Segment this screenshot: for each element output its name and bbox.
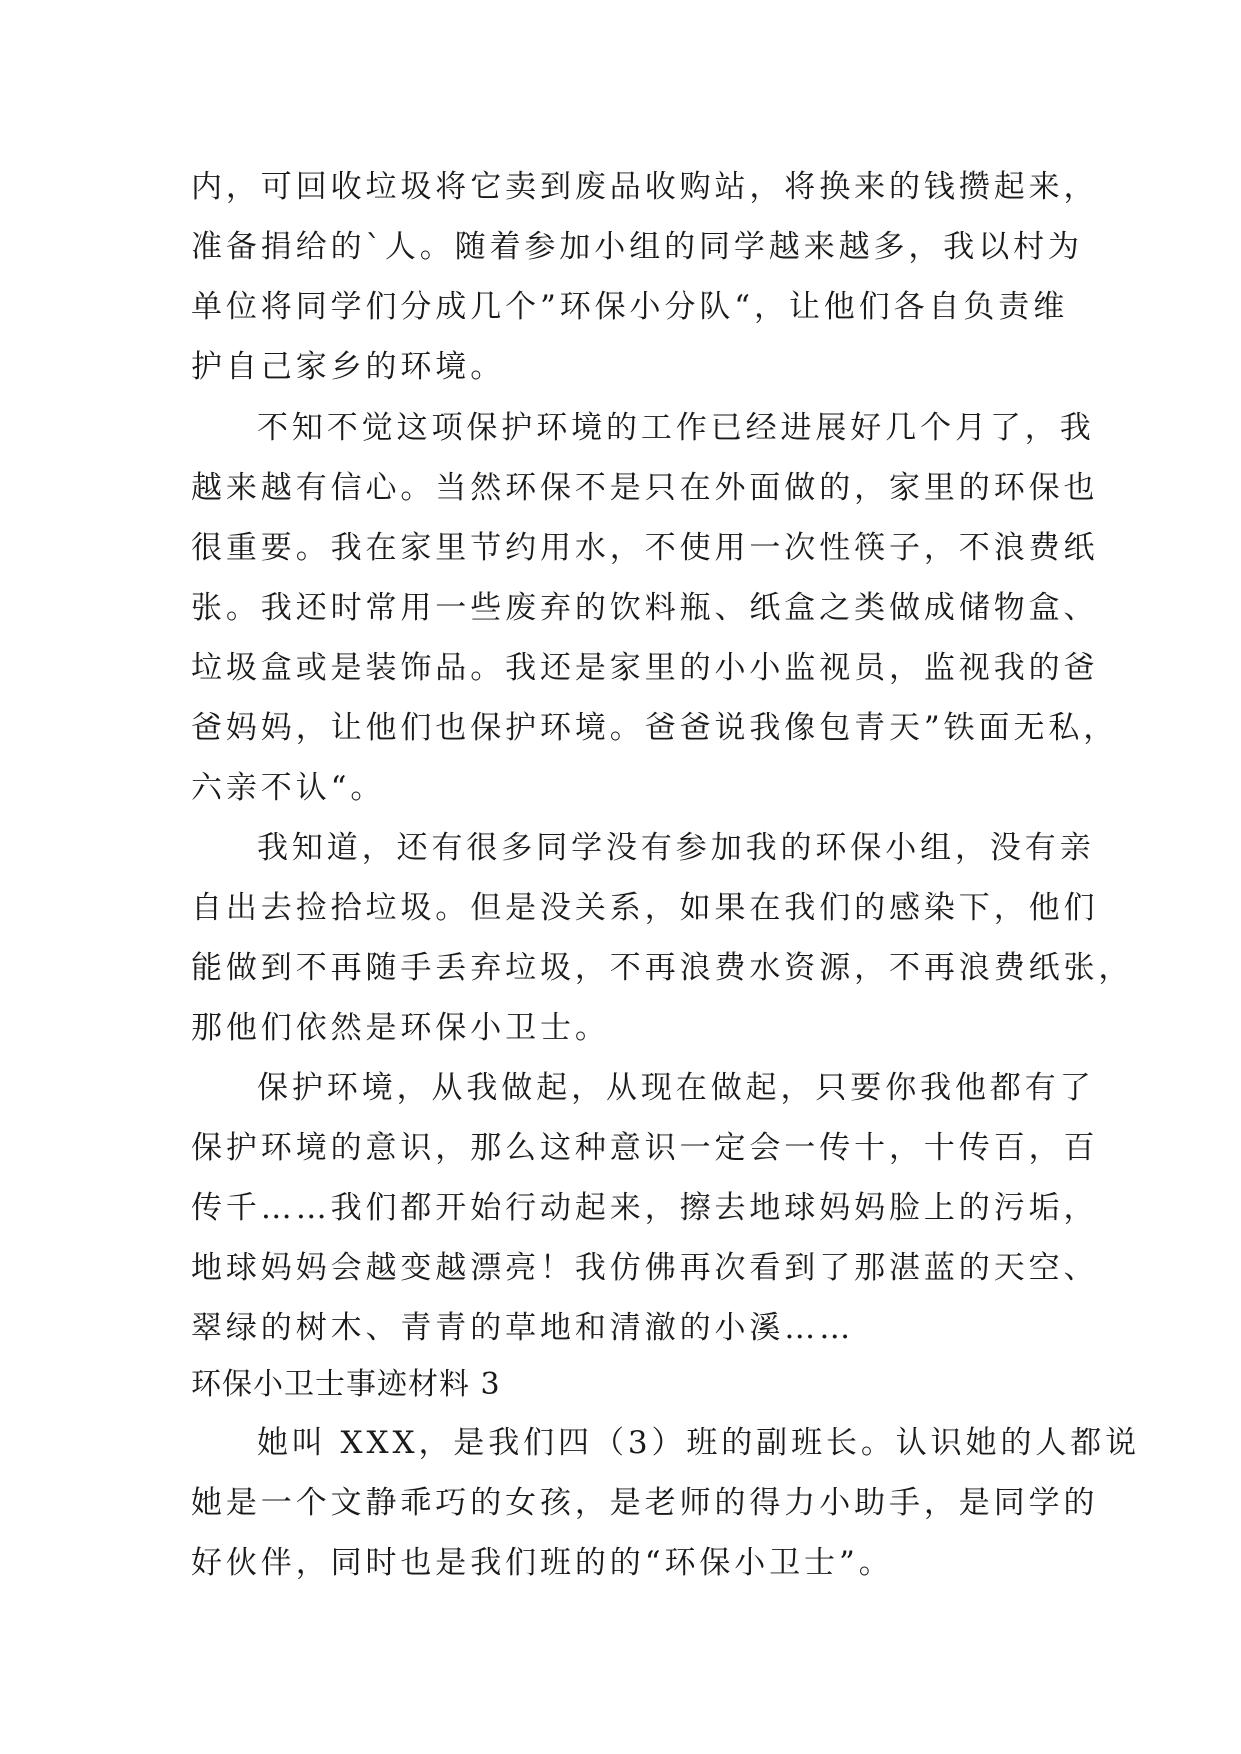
text-line: 垃圾盒或是装饰品。我还是家里的小小监视员，监视我的爸	[191, 650, 1099, 686]
section-heading: 环保小卫士事迹材料 3	[191, 1367, 501, 1402]
text-line: 单位将同学们分成几个”环保小分队“，让他们各自负责维	[191, 289, 1069, 325]
text-line: 那他们依然是环保小卫士。	[191, 1010, 610, 1046]
paragraph-first-line: 我知道，还有很多同学没有参加我的环保小组，没有亲	[257, 830, 1095, 866]
text-line: 六亲不认“。	[191, 770, 386, 806]
text-line: 传千……我们都开始行动起来，擦去地球妈妈脸上的污垢，	[191, 1190, 1099, 1226]
paragraph-first-line: 不知不觉这项保护环境的工作已经进展好几个月了，我	[257, 410, 1095, 446]
text-line: 她是一个文静乖巧的女孩，是老师的得力小助手，是同学的	[191, 1485, 1099, 1521]
text-line: 越来越有信心。当然环保不是只在外面做的，家里的环保也	[191, 470, 1099, 506]
text-line: 准备捐给的`人。随着参加小组的同学越来越多，我以村为	[191, 229, 1083, 265]
text-line: 爸妈妈，让他们也保护环境。爸爸说我像包青天”铁面无私，	[191, 710, 1119, 746]
text-line: 能做到不再随手丢弃垃圾，不再浪费水资源，不再浪费纸张，	[191, 950, 1134, 986]
text-line: 内，可回收垃圾将它卖到废品收购站，将换来的钱攒起来，	[191, 169, 1099, 205]
text-line: 张。我还时常用一些废弃的饮料瓶、纸盒之类做成储物盒、	[191, 590, 1099, 626]
text-line: 护自己家乡的环境。	[191, 349, 506, 385]
text-line: 自出去捡拾垃圾。但是没关系，如果在我们的感染下，他们	[191, 890, 1099, 926]
text-line: 保护环境的意识，那么这种意识一定会一传十，十传百，百	[191, 1130, 1099, 1166]
paragraph-first-line: 保护环境，从我做起，从现在做起，只要你我他都有了	[257, 1070, 1095, 1106]
text-line: 地球妈妈会越变越漂亮！我仿佛再次看到了那湛蓝的天空、	[191, 1250, 1099, 1286]
text-line: 翠绿的树木、青青的草地和清澈的小溪……	[191, 1310, 855, 1346]
text-line: 好伙伴，同时也是我们班的的“环保小卫士”。	[191, 1545, 894, 1581]
paragraph-first-line: 她叫 XXX，是我们四（3）班的副班长。认识她的人都说	[257, 1425, 1141, 1461]
text-line: 很重要。我在家里节约用水，不使用一次性筷子，不浪费纸	[191, 530, 1099, 566]
